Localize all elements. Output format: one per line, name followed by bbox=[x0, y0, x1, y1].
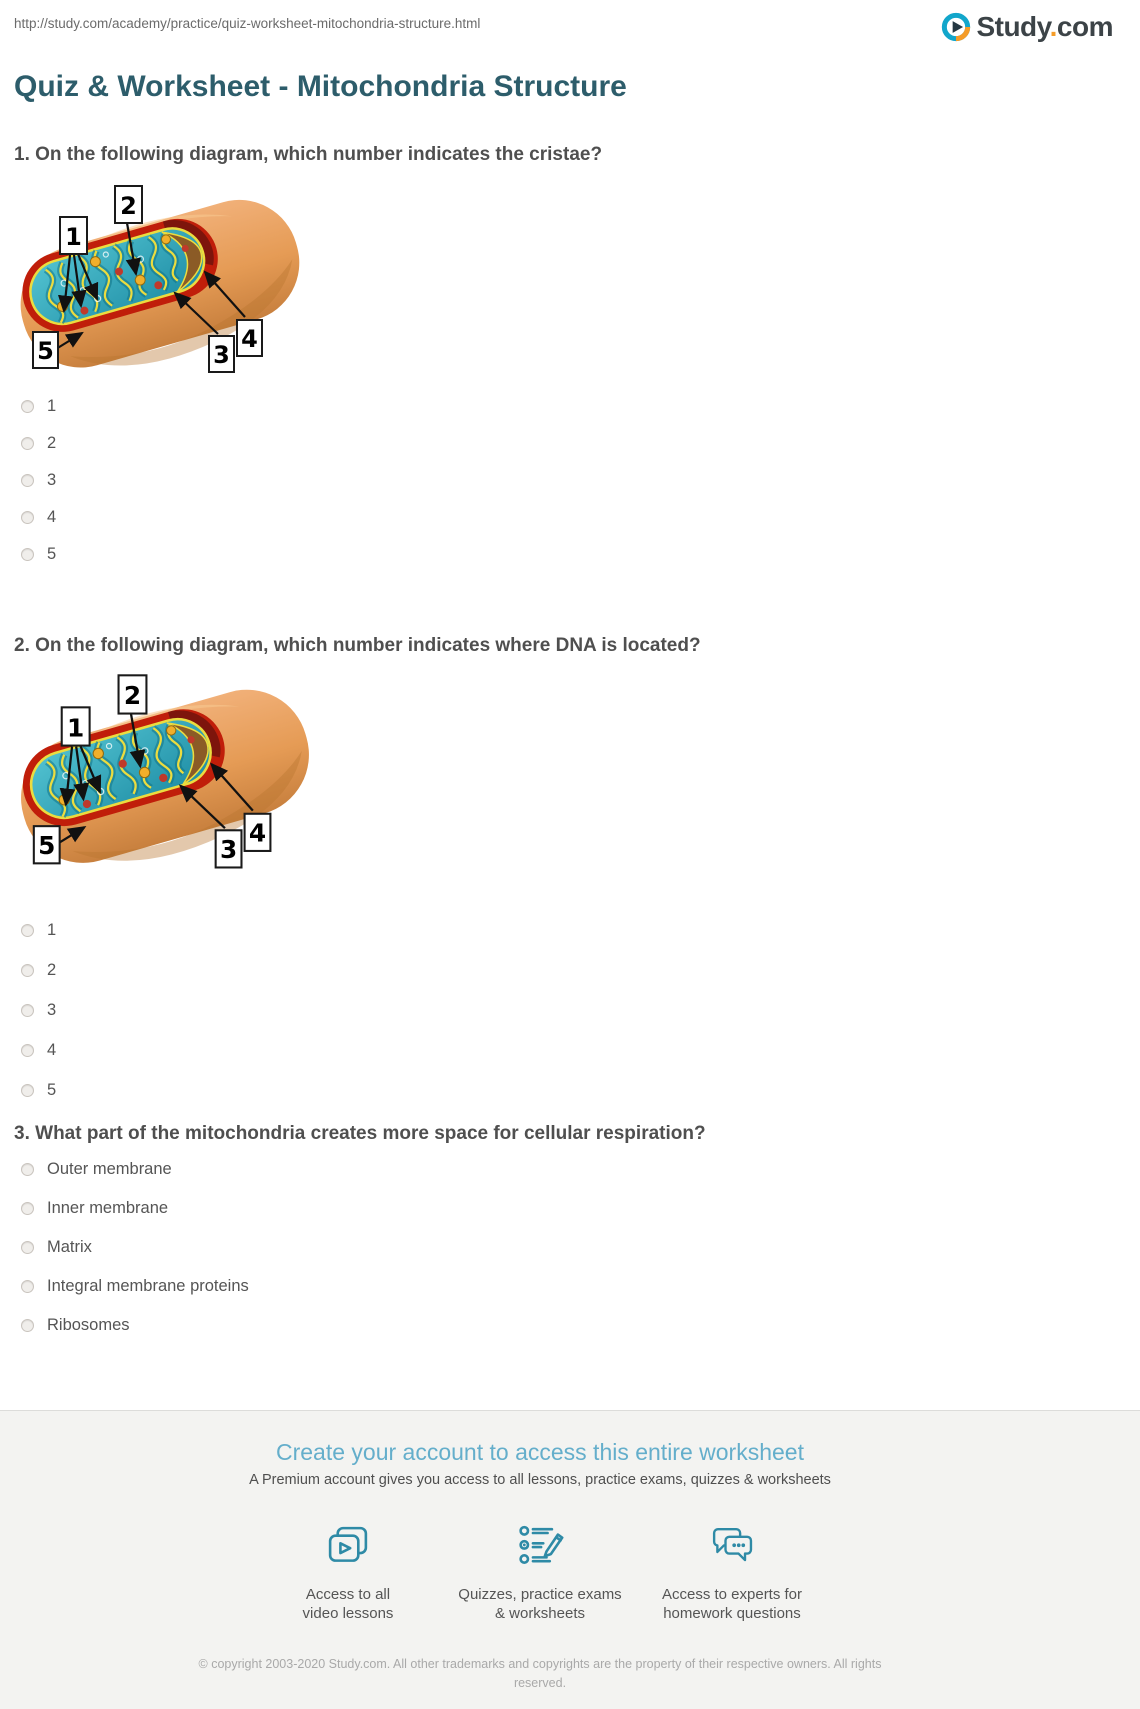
benefit-caption-line2: homework questions bbox=[663, 1605, 801, 1622]
question-1-heading bbox=[14, 144, 1126, 166]
answer-option[interactable] bbox=[21, 1277, 1140, 1295]
studycom-logo[interactable] bbox=[941, 12, 1113, 42]
radio-button[interactable] bbox=[21, 511, 34, 524]
question-2-options bbox=[21, 921, 1140, 1099]
question-2-text: On the following diagram, which number indicates where DNA is located? bbox=[35, 635, 701, 656]
page-url: http://study.com/academy/practice/quiz-worksheet-mitochondria-structure.html bbox=[14, 16, 481, 31]
logo-text-dot: . bbox=[1049, 11, 1057, 42]
option-label[interactable]: Ribosomes bbox=[47, 1316, 130, 1334]
benefit-expert-help bbox=[636, 1520, 828, 1623]
question-1 bbox=[0, 144, 1140, 563]
radio-button[interactable] bbox=[21, 548, 34, 561]
option-label[interactable]: Integral membrane proteins bbox=[47, 1277, 249, 1295]
benefit-quizzes-worksheets bbox=[444, 1520, 636, 1623]
answer-option[interactable] bbox=[21, 397, 1140, 415]
benefit-caption-line2: & worksheets bbox=[494, 1605, 586, 1622]
option-label[interactable]: Inner membrane bbox=[47, 1199, 169, 1217]
radio-button[interactable] bbox=[21, 1202, 34, 1215]
benefit-caption-line1: Quizzes, practice exams bbox=[458, 1586, 622, 1603]
radio-button[interactable] bbox=[21, 1044, 34, 1057]
option-label[interactable]: 2 bbox=[47, 434, 57, 452]
radio-button[interactable] bbox=[21, 437, 34, 450]
question-2-number: 2. bbox=[14, 635, 30, 656]
answer-option[interactable] bbox=[21, 1238, 1140, 1256]
answer-option[interactable] bbox=[21, 1081, 1140, 1099]
answer-option[interactable] bbox=[21, 921, 1140, 939]
answer-option[interactable] bbox=[21, 508, 1140, 526]
radio-button[interactable] bbox=[21, 964, 34, 977]
benefit-caption bbox=[636, 1585, 828, 1623]
logo-text-study: Study bbox=[976, 11, 1050, 42]
radio-button[interactable] bbox=[21, 1319, 34, 1332]
benefit-caption-line1: Access to all bbox=[305, 1586, 391, 1603]
question-3 bbox=[0, 1123, 1140, 1334]
option-label[interactable]: 3 bbox=[47, 1001, 57, 1019]
answer-option[interactable] bbox=[21, 1199, 1140, 1217]
option-label[interactable]: 5 bbox=[47, 1081, 57, 1099]
option-label[interactable]: 1 bbox=[47, 397, 57, 415]
answer-option[interactable] bbox=[21, 1316, 1140, 1334]
logo-text bbox=[976, 12, 1113, 42]
radio-button[interactable] bbox=[21, 924, 34, 937]
option-label[interactable]: Matrix bbox=[47, 1238, 92, 1256]
signup-footer bbox=[0, 1410, 1140, 1709]
radio-button[interactable] bbox=[21, 474, 34, 487]
answer-option[interactable] bbox=[21, 961, 1140, 979]
mitochondria-diagram-1 bbox=[8, 181, 1140, 383]
question-2-heading bbox=[14, 635, 1126, 657]
benefit-caption-line2: video lessons bbox=[302, 1605, 394, 1622]
page-header bbox=[0, 0, 1140, 42]
option-label[interactable]: 5 bbox=[47, 545, 57, 563]
page-title: Quiz & Worksheet - Mitochondria Structure bbox=[14, 70, 627, 103]
question-3-number: 3. bbox=[14, 1123, 30, 1144]
answer-option[interactable] bbox=[21, 545, 1140, 563]
mitochondria-diagram-2 bbox=[8, 670, 1140, 879]
radio-button[interactable] bbox=[21, 1241, 34, 1254]
option-label[interactable]: Outer membrane bbox=[47, 1160, 172, 1178]
question-3-text: What part of the mitochondria creates more space for cellular respiration? bbox=[35, 1123, 706, 1144]
quiz-worksheet-icon bbox=[514, 1520, 566, 1572]
video-lessons-icon bbox=[322, 1520, 374, 1572]
option-label[interactable]: 2 bbox=[47, 961, 57, 979]
logo-text-com: com bbox=[1056, 11, 1113, 42]
question-3-heading bbox=[14, 1123, 1126, 1145]
radio-button[interactable] bbox=[21, 1163, 34, 1176]
benefit-caption bbox=[252, 1585, 444, 1623]
option-label[interactable]: 4 bbox=[47, 508, 57, 526]
question-3-options bbox=[21, 1160, 1140, 1334]
option-label[interactable]: 3 bbox=[47, 471, 57, 489]
radio-button[interactable] bbox=[21, 400, 34, 413]
answer-option[interactable] bbox=[21, 1041, 1140, 1059]
question-2 bbox=[0, 635, 1140, 1099]
option-label[interactable]: 1 bbox=[47, 921, 57, 939]
question-1-options bbox=[21, 397, 1140, 563]
chat-experts-icon bbox=[706, 1520, 758, 1572]
answer-option[interactable] bbox=[21, 1160, 1140, 1178]
answer-option[interactable] bbox=[21, 1001, 1140, 1019]
radio-button[interactable] bbox=[21, 1004, 34, 1017]
option-label[interactable]: 4 bbox=[47, 1041, 57, 1059]
radio-button[interactable] bbox=[21, 1280, 34, 1293]
benefit-video-lessons bbox=[252, 1520, 444, 1623]
benefit-caption-line1: Access to experts for bbox=[661, 1586, 803, 1603]
answer-option[interactable] bbox=[21, 434, 1140, 452]
question-1-text: On the following diagram, which number indicates the cristae? bbox=[35, 144, 603, 165]
question-1-number: 1. bbox=[14, 144, 30, 165]
copyright-text: © copyright 2003-2020 Study.com. All other trademarks and copyrights are the property of their respective owners. All rights reserved. bbox=[198, 1657, 882, 1690]
studycom-logo-icon bbox=[941, 12, 971, 42]
premium-subheading: A Premium account gives you access to all lessons, practice exams, quizzes & worksheets bbox=[249, 1472, 831, 1488]
radio-button[interactable] bbox=[21, 1084, 34, 1097]
benefits-row bbox=[0, 1520, 1080, 1623]
create-account-link[interactable]: Create your account to access this entire worksheet bbox=[276, 1439, 804, 1465]
benefit-caption bbox=[444, 1585, 636, 1623]
answer-option[interactable] bbox=[21, 471, 1140, 489]
